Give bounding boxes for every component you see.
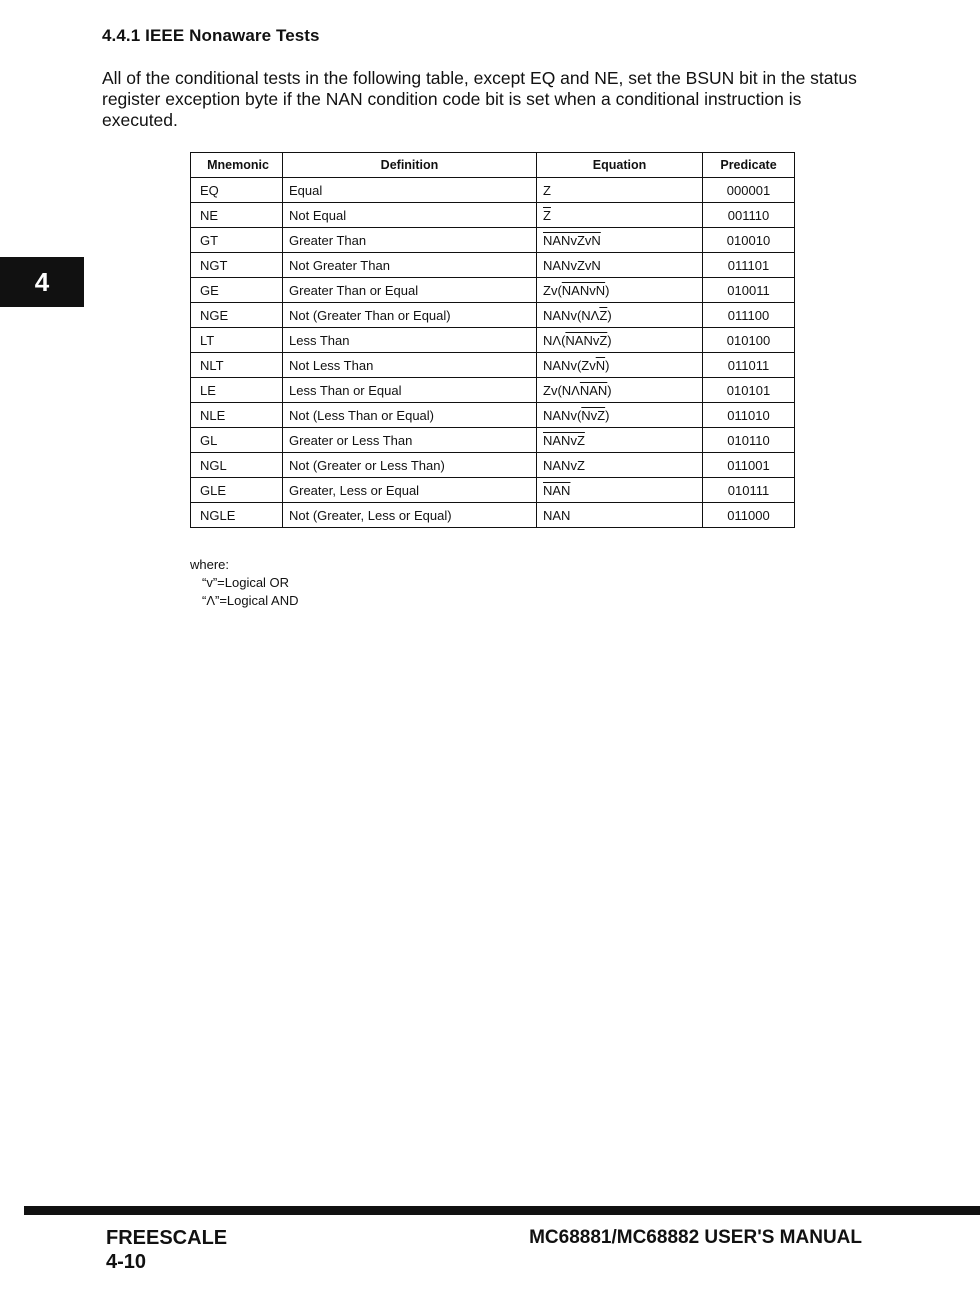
equation-negated-term: NANvZ	[565, 332, 608, 348]
cell-predicate: 010101	[703, 378, 795, 403]
cell-predicate: 010111	[703, 478, 795, 503]
cell-mnemonic: NGT	[191, 253, 283, 278]
table-row	[191, 453, 795, 478]
cell-predicate: 011100	[703, 303, 795, 328]
equation-negated-term: NANvZvN	[543, 232, 601, 248]
cell-mnemonic: GLE	[191, 478, 283, 503]
header-predicate: Predicate	[703, 153, 795, 178]
equation-negated-term: $\overline{N}$	[595, 357, 606, 373]
cell-definition: Not Equal	[283, 203, 537, 228]
conditional-tests-table	[190, 152, 795, 528]
cell-mnemonic: GL	[191, 428, 283, 453]
cell-equation	[537, 428, 703, 453]
cell-definition: Not (Greater Than or Equal)	[283, 303, 537, 328]
equation-negated-term: $\overline{NvZ}$	[581, 407, 606, 423]
equation-term: )	[605, 407, 610, 423]
cell-equation	[537, 303, 703, 328]
footer-left	[106, 1226, 227, 1274]
cell-definition: Not Less Than	[283, 353, 537, 378]
cell-predicate: 010010	[703, 228, 795, 253]
cell-equation	[537, 403, 703, 428]
cell-definition: Not Greater Than	[283, 253, 537, 278]
cell-mnemonic: NLT	[191, 353, 283, 378]
cell-mnemonic: NGL	[191, 453, 283, 478]
footer-manual-title: MC68881/MC68882 USER'S MANUAL	[529, 1227, 862, 1248]
cell-definition: Less Than or Equal	[283, 378, 537, 403]
footer-page-number: 4-10	[106, 1251, 147, 1273]
equation-term: NAN	[543, 507, 571, 523]
table-row	[191, 228, 795, 253]
table-row	[191, 403, 795, 428]
table-header-row	[191, 153, 795, 178]
cell-predicate: 011011	[703, 353, 795, 378]
header-mnemonic: Mnemonic	[191, 153, 283, 178]
equation-term: NANvZvN	[543, 257, 601, 273]
cell-predicate: 010011	[703, 278, 795, 303]
equation-term: NANvZ	[543, 457, 585, 473]
header-definition: Definition	[283, 153, 537, 178]
cell-predicate: 011101	[703, 253, 795, 278]
cell-mnemonic: NLE	[191, 403, 283, 428]
cell-definition: Greater or Less Than	[283, 428, 537, 453]
equation-term: NΛ(	[543, 332, 566, 348]
chapter-tab	[0, 257, 84, 307]
cell-equation	[537, 228, 703, 253]
cell-predicate: 011010	[703, 403, 795, 428]
equation-term: NANv(Zv	[543, 357, 596, 373]
cell-predicate: 011000	[703, 503, 795, 528]
table-row	[191, 378, 795, 403]
cell-equation	[537, 203, 703, 228]
equation-negated-term: NANvN	[561, 282, 606, 298]
equation-term: )	[607, 382, 612, 398]
cell-equation	[537, 178, 703, 203]
footer-rule	[24, 1206, 980, 1215]
equation-negated-term: $\overline{NAN}$	[543, 482, 571, 498]
cell-mnemonic: NGLE	[191, 503, 283, 528]
intro-paragraph: All of the conditional tests in the following table, except EQ and NE, set the BSUN bit in the status register exception byte if the NAN condition code bit is set when a conditional instruction is executed.	[102, 68, 857, 130]
cell-equation	[537, 278, 703, 303]
table-row	[191, 303, 795, 328]
cell-mnemonic: LT	[191, 328, 283, 353]
cell-mnemonic: GT	[191, 228, 283, 253]
cell-definition: Greater Than or Equal	[283, 278, 537, 303]
table-row	[191, 253, 795, 278]
section-heading: 4.4.1 IEEE Nonaware Tests	[102, 26, 320, 45]
table-body	[191, 178, 795, 528]
table-row	[191, 503, 795, 528]
cell-equation	[537, 378, 703, 403]
cell-definition: Not (Greater, Less or Equal)	[283, 503, 537, 528]
table-row	[191, 353, 795, 378]
cell-mnemonic: EQ	[191, 178, 283, 203]
equation-term: NANv(NΛ	[543, 307, 600, 323]
table-row	[191, 278, 795, 303]
cell-mnemonic: GE	[191, 278, 283, 303]
equation-term: NANv(	[543, 407, 582, 423]
table-notes	[190, 556, 298, 610]
table-row	[191, 178, 795, 203]
cell-equation	[537, 478, 703, 503]
footer-brand: FREESCALE	[106, 1227, 228, 1249]
table-row	[191, 328, 795, 353]
cell-equation	[537, 253, 703, 278]
cell-definition: Not (Less Than or Equal)	[283, 403, 537, 428]
cell-definition: Greater Than	[283, 228, 537, 253]
cell-definition: Equal	[283, 178, 537, 203]
cell-mnemonic: LE	[191, 378, 283, 403]
cell-predicate: 010100	[703, 328, 795, 353]
equation-term: Zv(NΛ	[543, 382, 580, 398]
cell-equation	[537, 353, 703, 378]
equation-negated-term: $\overline{Z}$	[543, 207, 551, 223]
note-logical-and: “Λ”=Logical AND	[202, 593, 299, 608]
equation-term: )	[607, 307, 612, 323]
table-row	[191, 478, 795, 503]
cell-equation	[537, 328, 703, 353]
chapter-tab-label: 4	[34, 266, 50, 297]
equation-term: Z	[543, 182, 551, 198]
cell-definition: Less Than	[283, 328, 537, 353]
equation-term: )	[607, 332, 612, 348]
equation-negated-term: $\overline{Z}$	[599, 307, 608, 323]
cell-predicate: 010110	[703, 428, 795, 453]
equation-term: )	[605, 357, 610, 373]
equation-term: )	[605, 282, 610, 298]
equation-negated-term: NANvZ	[543, 432, 585, 448]
header-equation: Equation	[537, 153, 703, 178]
cell-predicate: 001110	[703, 203, 795, 228]
cell-equation	[537, 453, 703, 478]
cell-predicate: 011001	[703, 453, 795, 478]
cell-mnemonic: NE	[191, 203, 283, 228]
table-row	[191, 428, 795, 453]
cell-definition: Not (Greater or Less Than)	[283, 453, 537, 478]
cell-mnemonic: NGE	[191, 303, 283, 328]
equation-term: Zv(	[543, 282, 562, 298]
cell-predicate: 000001	[703, 178, 795, 203]
cell-definition: Greater, Less or Equal	[283, 478, 537, 503]
note-logical-or: “v”=Logical OR	[202, 575, 290, 590]
equation-negated-term: $\overline{NAN}$	[579, 382, 608, 398]
cell-equation	[537, 503, 703, 528]
notes-where: where:	[190, 557, 230, 572]
table-row	[191, 203, 795, 228]
